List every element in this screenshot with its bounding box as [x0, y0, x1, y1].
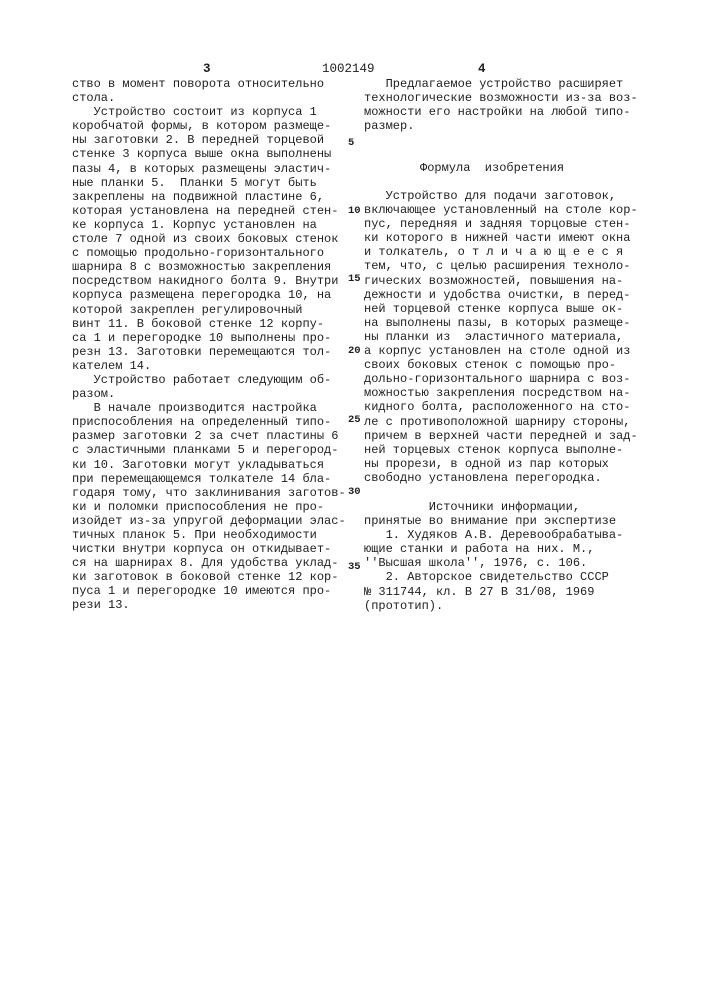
text-line: включающее установленный на столе кор- [364, 203, 638, 217]
text-line: корпуса размещена перегородка 10, на [72, 288, 346, 302]
text-line: стенке 3 корпуса выше окна выполнены [72, 147, 346, 161]
line-number-marker: 15 [348, 273, 361, 285]
text-line: ''Высшая школа'', 1976, с. 106. [364, 556, 623, 570]
line-number-marker: 30 [348, 486, 361, 498]
text-line: которая установлена на передней стен- [72, 204, 346, 218]
text-line: ство в момент поворота относительно [72, 77, 346, 91]
text-line: ке корпуса 1. Корпус установлен на [72, 218, 346, 232]
text-line: на выполнены пазы, в которых размеще- [364, 316, 638, 330]
right-column-intro [364, 77, 638, 133]
text-line: Устройство состоит из корпуса 1 [72, 105, 346, 119]
text-line: размер заготовки 2 за счет пластины 6 [72, 429, 346, 443]
text-line: принятые во внимание при экспертизе [364, 514, 623, 528]
page-number-left: 3 [203, 62, 211, 76]
text-line: технологические возможности из-за воз- [364, 91, 638, 105]
text-line: свободно установлена перегородка. [364, 471, 638, 485]
text-line: размер. [364, 119, 638, 133]
line-number-marker: 10 [348, 205, 361, 217]
text-line: са 1 и перегородке 10 выполнены про- [72, 331, 346, 345]
text-line: можностью закрепления посредством на- [364, 386, 638, 400]
text-line: Устройство работает следующим об- [72, 373, 346, 387]
text-line: можности его настройки на любой типо- [364, 105, 638, 119]
left-column-description [72, 77, 346, 613]
patent-number: 1002149 [322, 62, 375, 76]
text-line: 2. Авторское свидетельство СССР [364, 570, 623, 584]
text-line: ле с противоположной шарниру стороны, [364, 415, 638, 429]
text-line: дежности и удобства очистки, в перед- [364, 288, 638, 302]
line-number-marker: 5 [348, 137, 354, 149]
sources-list [364, 500, 623, 613]
text-line: своих боковых стенок с помощью про- [364, 358, 638, 372]
text-line: (прототип). [364, 599, 623, 613]
page-number-right: 4 [478, 62, 486, 76]
text-line: тичных планок 5. При необходимости [72, 528, 346, 542]
text-line: закреплены на подвижной пластине 6, [72, 190, 346, 204]
text-line: пуса 1 и перегородке 10 имеются про- [72, 584, 346, 598]
text-line: ющие станки и работа на них. М., [364, 542, 623, 556]
text-line: коробчатой формы, в котором размеще- [72, 119, 346, 133]
text-line: изойдет из-за упругой деформации элас- [72, 514, 346, 528]
text-line: кателем 14. [72, 359, 346, 373]
text-line: и толкатель, о т л и ч а ю щ е е с я [364, 245, 638, 259]
text-line: рези 13. [72, 598, 346, 612]
text-line: Предлагаемое устройство расширяет [364, 77, 638, 91]
text-line: ней торцевой стенке корпуса выше ок- [364, 302, 638, 316]
text-line: ки и поломки приспособления не про- [72, 500, 346, 514]
text-line: ны прорези, в одной из пар которых [364, 457, 638, 471]
text-line: № 311744, кл. В 27 В 31/08, 1969 [364, 585, 623, 599]
text-line: пус, передняя и задняя торцовые стен- [364, 217, 638, 231]
text-line: ные планки 5. Планки 5 могут быть [72, 176, 346, 190]
text-line: стола. [72, 91, 346, 105]
text-line: разом. [72, 387, 346, 401]
text-line: ны заготовки 2. В передней торцевой [72, 133, 346, 147]
text-line: ки заготовок в боковой стенке 12 кор- [72, 570, 346, 584]
text-line: которой закреплен регулировочный [72, 303, 346, 317]
text-line: ней торцевых стенок корпуса выполне- [364, 443, 638, 457]
text-line: столе 7 одной из своих боковых стенок [72, 232, 346, 246]
line-number-marker: 35 [348, 561, 361, 573]
text-line: ки которого в нижней части имеют окна [364, 231, 638, 245]
text-line: ны планки из эластичного материала, [364, 330, 638, 344]
text-line: 1. Худяков А.В. Деревообрабатыва- [364, 528, 623, 542]
text-line: кидного болта, расположенного на сто- [364, 400, 638, 414]
text-line: гических возможностей, повышения на- [364, 274, 638, 288]
line-number-marker: 25 [348, 414, 361, 426]
text-line: пазы 4, в которых размещены эластич- [72, 162, 346, 176]
text-line: причем в верхней части передней и зад- [364, 429, 638, 443]
text-line: с помощью продольно-горизонтального [72, 246, 346, 260]
text-line: при перемещающемся толкателе 14 бла- [72, 472, 346, 486]
text-line: ки 10. Заготовки могут укладываться [72, 458, 346, 472]
text-line: шарнира 8 с возможностью закрепления [72, 260, 346, 274]
text-line: тем, что, с целью расширения техноло- [364, 259, 638, 273]
text-line: Источники информации, [364, 500, 623, 514]
text-line: с эластичными планками 5 и перегород- [72, 443, 346, 457]
text-line: Устройство для подачи заготовок, [364, 189, 638, 203]
text-line: дольно-горизонтального шарнира с воз- [364, 372, 638, 386]
text-line: чистки внутри корпуса он откидывает- [72, 542, 346, 556]
text-line: приспособления на определенный типо- [72, 415, 346, 429]
text-line: В начале производится настройка [72, 401, 346, 415]
claims-text [364, 189, 638, 485]
text-line: а корпус установлен на столе одной из [364, 344, 638, 358]
text-line: годаря тому, что заклинивания заготов- [72, 486, 346, 500]
claims-heading: Формула изобретения [420, 161, 564, 175]
line-number-marker: 20 [348, 345, 361, 357]
text-line: резн 13. Заготовки перемещаются тол- [72, 345, 346, 359]
text-line: посредством накидного болта 9. Внутри [72, 274, 346, 288]
text-line: винт 11. В боковой стенке 12 корпу- [72, 317, 346, 331]
text-line: ся на шарнирах 8. Для удобства уклад- [72, 556, 346, 570]
